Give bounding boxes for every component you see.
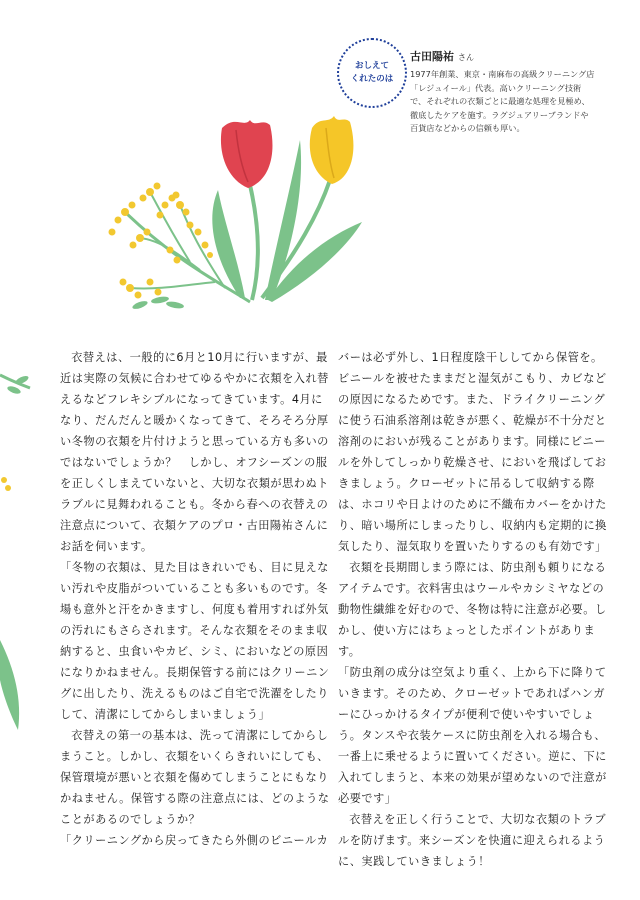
red-tulip bbox=[221, 120, 273, 188]
badge-line-2: くれたのは bbox=[350, 74, 394, 84]
article-column-right bbox=[338, 347, 608, 872]
paragraph-continuation: バーは必ず外し、1日程度陰干ししてから保管を。ビニールを被せたままだと湿気がこもり、カビなどの原因になるためです。また、ドライクリーニングに使う石油系溶剤は乾きが悪く、乾燥が不十分だと溶剤のにおいが残ることがあります。同様にビニールを外してしっかり乾燥させ、においを飛ばしておきましょう。クローゼットに吊るして収納する際は、ホコリや日よけのために不織布カバーをかけたり、暗い場所にしまったりし、収納内も定期的に換気したり、湿気取りを置いたりするのも有効です」 bbox=[338, 351, 607, 553]
left-edge-plant bbox=[0, 374, 30, 730]
instructor-description: 1977年創業、東京・南麻布の高級クリーニング店「レジュイール」代表。高いクリーニング技術で、それぞれの衣類ごとに最適な処理を見極め、徹底したケアを施す。ラグジュアリーブランドや百貨店などからの信頼も厚い。 bbox=[410, 69, 595, 134]
quote-paragraph: 「冬物の衣類は、見た目はきれいでも、目に見えない汚れや皮脂がついていることも多いものです。冬場も意外と汗をかきますし、何度も着用すれば外気の汚れにもさらされます。そんな衣類をそのまま収納すると、虫食いやカビ、シミ、においなどの原因になりかねません。長期保管する前にはクリーニングに出したり、洗えるものはご自宅で洗濯をしたりして、清潔にしてからしまいましょう」 bbox=[60, 561, 330, 721]
badge-line-1: おしえて bbox=[354, 61, 389, 71]
quote-paragraph: 「防虫剤の成分は空気より重く、上から下に降りていきます。そのため、クローゼットであればハンガーにひっかけるタイプが便利で使いやすいでしょう。タンスや衣装ケースに防虫剤を入れる場合も、一番上に乗せるように置いてください。逆に、下に入れてしまうと、本来の効果が望めないので注意が必要です」 bbox=[338, 666, 607, 805]
paragraph: 衣替えは、一般的に6月と10月に行いますが、最近は実際の気候に合わせてゆるやかに衣類を入れ替えるなどフレキシブルになってきています。4月になり、だんだんと暖かくなってきて、そろそろ分厚い冬物の衣類を片付けようと思っている方も多いのではないでしょうか？ しかし、オフシーズンの服を正しくしまえていないと、大切な衣類が思わぬトラブルに見舞われることも。冬から春への衣替えの注意点について、衣類ケアのプロ・古田陽祐さんにお話を伺います。 bbox=[60, 351, 329, 553]
instructor-badge bbox=[337, 38, 407, 108]
instructor-profile bbox=[410, 48, 595, 136]
paragraph: 衣替えの第一の基本は、洗って清潔にしてからしまうこと。しかし、衣類をいくらきれいにしても、保管環境が悪いと衣類を傷めてしまうことにもなりかねません。保管する際の注意点には、どのようなことがあるのでしょうか？ bbox=[60, 729, 330, 826]
quote-paragraph: 「クリーニングから戻ってきたら外側のビニールカ bbox=[60, 834, 329, 847]
paragraph: 衣類を長期間しまう際には、防虫剤も頼りになるアイテムです。衣料害虫はウールやカシミヤなどの動物性繊維を好むので、冬物は特に注意が必要。しかし、使い方にはちょっとしたポイントがあります。 bbox=[338, 561, 607, 658]
instructor-name-line bbox=[410, 48, 595, 64]
article-column-left bbox=[60, 347, 330, 851]
instructor-honorific: さん bbox=[458, 53, 474, 62]
instructor-name: 古田陽祐 bbox=[410, 50, 454, 63]
closing-paragraph: 衣替えを正しく行うことで、大切な衣類のトラブルを防げます。来シーズンを快適に迎えられるように、実践していきましょう！ bbox=[338, 813, 607, 868]
yellow-tulip bbox=[310, 116, 354, 184]
